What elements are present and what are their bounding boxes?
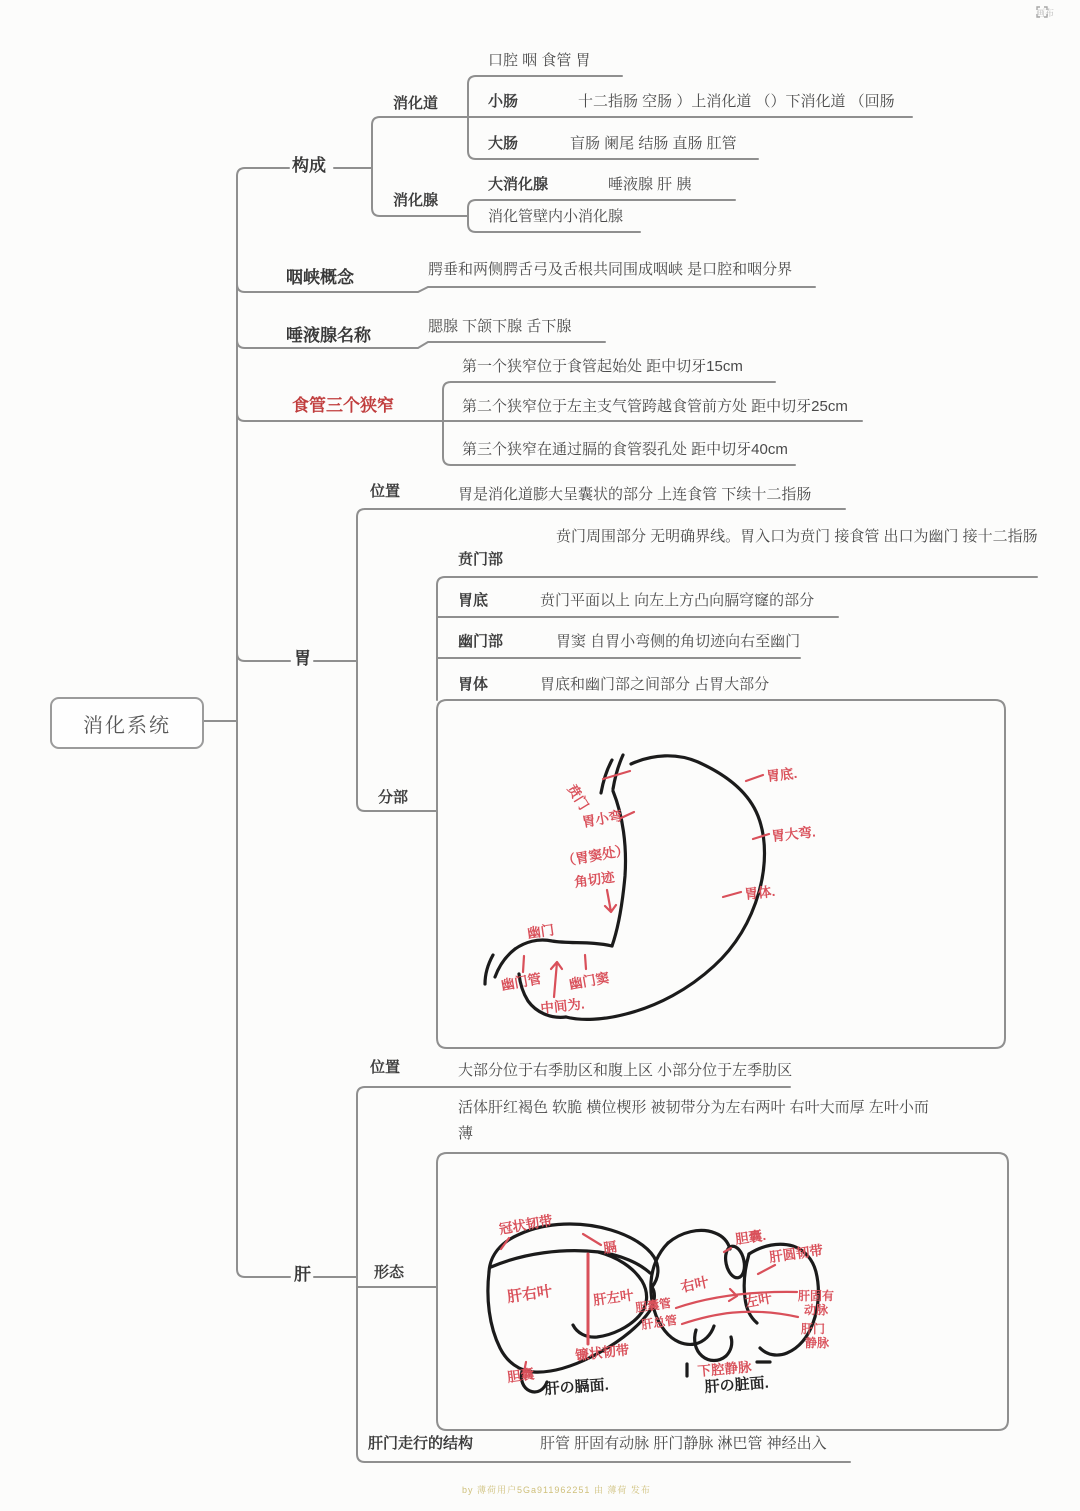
- topic-major-glands[interactable]: 唾液腺 肝 胰: [608, 176, 692, 193]
- sketch-caption-visceral: 肝の脏面.: [704, 1374, 770, 1396]
- topic-small-intestine-label[interactable]: 小肠: [488, 93, 519, 110]
- topic-large-intestine[interactable]: 盲肠 阑尾 结肠 直肠 肛管: [570, 135, 737, 152]
- sketch-label-round-ligament: 肝圆韧带: [768, 1242, 824, 1265]
- root-topic[interactable]: 消化系统: [50, 697, 204, 749]
- topic-liver[interactable]: 肝: [294, 1265, 311, 1284]
- topic-salivary-content[interactable]: 腮腺 下颌下腺 舌下腺: [428, 318, 572, 335]
- sketch-label-gallbladder-right: 胆囊.: [734, 1227, 767, 1247]
- sketch-label-ivc: 下腔静脉: [696, 1359, 753, 1379]
- topic-composition[interactable]: 构成: [292, 156, 326, 175]
- sketch-label-cystic-duct: 胆囊管: [634, 1296, 673, 1315]
- topic-stomach[interactable]: 胃: [294, 649, 311, 668]
- topic-minor-glands[interactable]: 消化管壁内小消化腺: [488, 208, 624, 225]
- topic-porta[interactable]: 肝管 肝固有动脉 肝门静脉 淋巴管 神经出入: [540, 1435, 827, 1452]
- canvas-label: 画布: [1036, 8, 1055, 18]
- topic-stomach-position-label[interactable]: 位置: [370, 483, 401, 500]
- topic-major-glands-label[interactable]: 大消化腺: [488, 176, 549, 193]
- sketch-label-portal-vein-1: 肝门: [801, 1322, 826, 1336]
- sketch-label-left-lobe: 左叶: [743, 1290, 774, 1310]
- sketch-label-diaphragm: 膈: [602, 1239, 618, 1256]
- topic-cardia-label[interactable]: 贲门部: [458, 551, 504, 568]
- sketch-label-coronary-ligament: 冠状韧带: [497, 1212, 554, 1237]
- topic-stomach-parts[interactable]: 分部: [378, 789, 409, 806]
- topic-stomach-position[interactable]: 胃是消化道膨大呈囊状的部分 上连食管 下续十二指肠: [458, 486, 812, 503]
- sketch-caption-diaphragmatic: 肝の膈面.: [544, 1376, 610, 1398]
- sketch-label-left-lobe-full: 肝左叶: [592, 1287, 635, 1308]
- topic-digestive-glands[interactable]: 消化腺: [393, 192, 439, 209]
- topic-liver-form[interactable]: 活体肝红褐色 软脆 横位楔形 被韧带分为左右两叶 右叶大而厚 左叶小而薄: [458, 1099, 929, 1142]
- topic-stomach-body[interactable]: 胃底和幽门部之间部分 占胃大部分: [540, 676, 770, 693]
- sketch-label-antrum-note: （胃窦处）: [560, 842, 630, 869]
- topic-pyloric[interactable]: 胃窦 自胃小弯侧的角切迹向右至幽门: [556, 633, 801, 650]
- topic-digestive-tract[interactable]: 消化道: [393, 95, 439, 112]
- sketch-label-lesser-curvature: 胃小弯: [580, 808, 624, 830]
- topic-stomach-body-label[interactable]: 胃体: [458, 676, 489, 693]
- topic-liver-position-label[interactable]: 位置: [370, 1059, 401, 1076]
- sketch-label-greater-curvature: 胃大弯.: [770, 824, 817, 844]
- topic-small-intestine[interactable]: 十二指肠 空肠 ）上消化道 （）下消化道 （回肠: [578, 93, 895, 110]
- expand-icon[interactable]: [1036, 6, 1048, 18]
- sketch-label-pyloric-canal: 幽门管: [499, 971, 543, 993]
- sketch-label-common-hepatic-duct: 肝总管: [640, 1313, 679, 1332]
- topic-isthmus-content[interactable]: 腭垂和两侧腭舌弓及舌根共同围成咽峡 是口腔和咽分界: [428, 261, 793, 278]
- topic-esophagus-narrowings[interactable]: 食管三个狭窄: [292, 396, 394, 415]
- sketch-label-right-lobe: 右叶: [679, 1273, 711, 1295]
- topic-isthmus[interactable]: 咽峡概念: [286, 268, 354, 287]
- topic-liver-position[interactable]: 大部分位于右季肋区和腹上区 小部分位于左季肋区: [458, 1062, 793, 1079]
- sketch-label-falciform-ligament: 镰状韧带: [574, 1342, 631, 1363]
- watermark: by 薄荷用户5Ga911962251 由 薄荷 发布: [462, 1485, 651, 1495]
- sketch-label-cardia: 贲门: [564, 781, 592, 813]
- topic-liver-form-label[interactable]: 形态: [374, 1264, 405, 1281]
- sketch-label-pylorus: 幽门: [526, 922, 556, 941]
- canvas-corner-ui: [1036, 6, 1054, 19]
- topic-salivary[interactable]: 唾液腺名称: [286, 326, 371, 345]
- sketch-label-gallbladder-left: 胆囊: [506, 1366, 536, 1385]
- sketch-label-portal-vein-2: 静脉: [805, 1336, 830, 1350]
- sketch-label-fundus: 胃底.: [765, 765, 798, 784]
- topic-pyloric-label[interactable]: 幽门部: [458, 633, 504, 650]
- topic-large-intestine-label[interactable]: 大肠: [488, 135, 519, 152]
- sketch-label-angular-incisure: 角切迹: [573, 869, 616, 890]
- sketch-label-middle-note: 中间为.: [539, 996, 586, 1016]
- topic-narrowing-1[interactable]: 第一个狭窄位于食管起始处 距中切牙15cm: [462, 358, 743, 375]
- sketch-label-pyloric-antrum: 幽门窦: [567, 970, 611, 992]
- sketch-label-right-lobe-full: 肝右叶: [506, 1282, 554, 1306]
- sketch-label-body: 胃体.: [743, 883, 776, 902]
- sketch-label-hepatic-artery-1: 肝固有: [798, 1289, 835, 1303]
- topic-narrowing-2[interactable]: 第二个狭窄位于左主支气管跨越食管前方处 距中切牙25cm: [462, 398, 848, 415]
- topic-porta-label[interactable]: 肝门走行的结构: [368, 1435, 474, 1452]
- topic-tract-row1[interactable]: 口腔 咽 食管 胃: [488, 52, 591, 69]
- topic-narrowing-3[interactable]: 第三个狭窄在通过膈的食管裂孔处 距中切牙40cm: [462, 441, 788, 458]
- topic-fundus[interactable]: 贲门平面以上 向左上方凸向膈穹窿的部分: [540, 592, 815, 609]
- sketch-label-hepatic-artery-2: 动脉: [804, 1303, 829, 1317]
- topic-fundus-label[interactable]: 胃底: [458, 592, 489, 609]
- topic-cardia[interactable]: 贲门周围部分 无明确界线。胃入口为贲门 接食管 出口为幽门 接十二指肠: [556, 528, 1038, 545]
